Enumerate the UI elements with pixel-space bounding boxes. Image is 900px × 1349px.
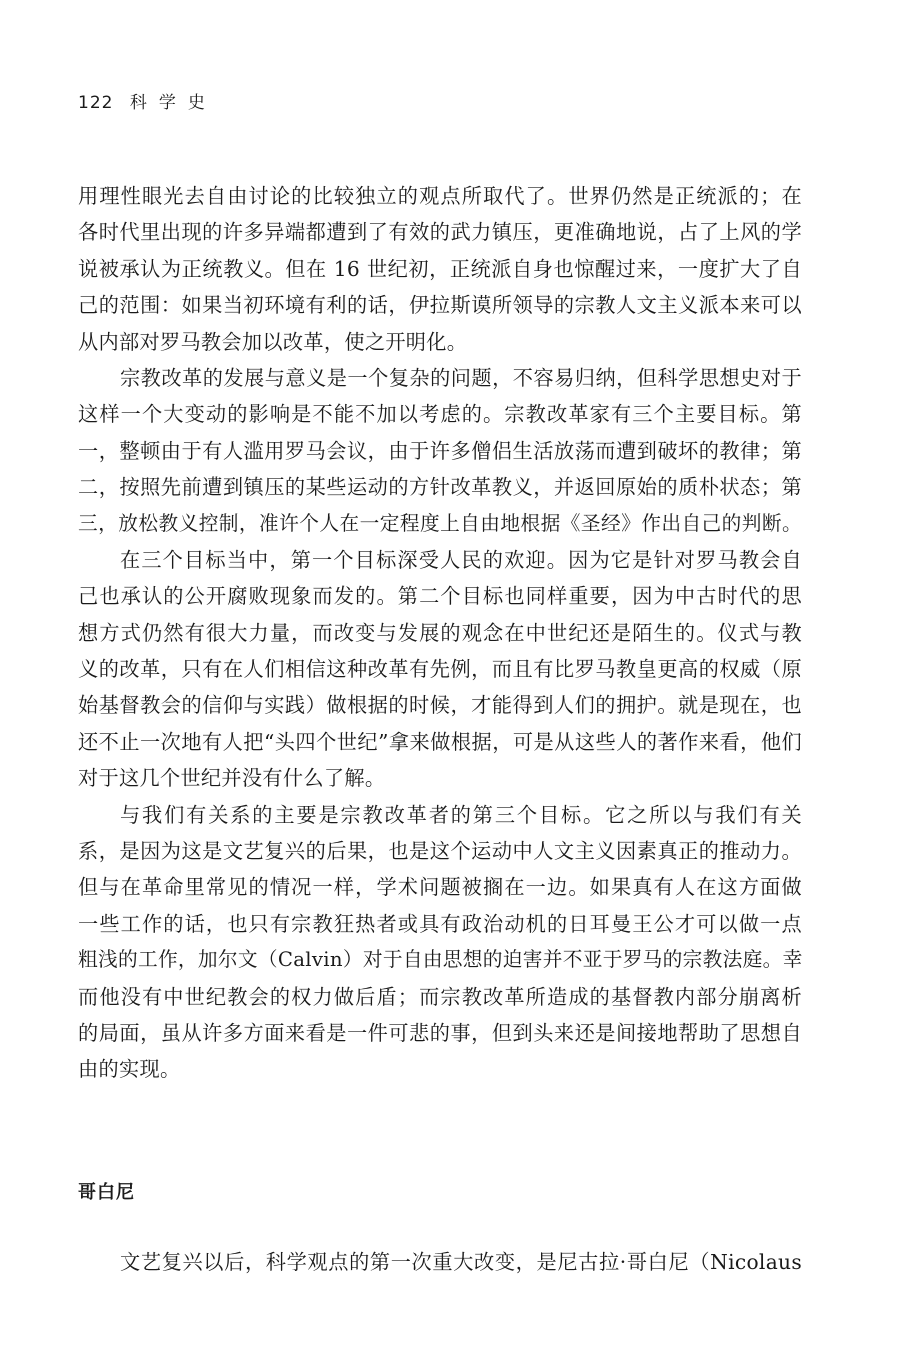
section-body xyxy=(78,1244,802,1280)
text-line: 己也承认的公开腐败现象而发的。第二个目标也同样重要，因为中古时代的思 xyxy=(78,584,802,609)
text-line: 由的实现。 xyxy=(78,1057,181,1082)
text-line: 二，按照先前遭到镇压的某些运动的方针改革教义，并返回原始的质朴状态；第 xyxy=(78,475,802,500)
text-line: 三，放松教义控制，准许个人在一定程度上自由地根据《圣经》作出自己的判断。 xyxy=(78,511,802,535)
text-line: 这样一个大变动的影响是不能不加以考虑的。宗教改革家有三个主要目标。第 xyxy=(78,402,802,427)
text-line: 义的改革，只有在人们相信这种改革有先例，而且有比罗马教皇更高的权威（原 xyxy=(78,657,802,682)
body-text xyxy=(78,178,802,1088)
text-line: 用理性眼光去自由讨论的比较独立的观点所取代了。世界仍然是正统派的；在 xyxy=(78,184,802,208)
text-line: 一，整顿由于有人滥用罗马会议，由于许多僧侣生活放荡而遭到破坏的教律；第 xyxy=(78,438,802,463)
text-line: 粗浅的工作，加尔文（Calvin）对于自由思想的迫害并不亚于罗马的宗教法庭。幸 xyxy=(78,948,803,972)
text-line: 系，是因为这是文艺复兴的后果，也是这个运动中人文主义因素真正的推动力。 xyxy=(78,839,802,864)
text-line: 始基督教会的信仰与实践）做根据的时候，才能得到人们的拥护。就是现在，也 xyxy=(78,693,802,718)
book-title: 科学史 xyxy=(129,93,217,113)
text-line: 而他没有中世纪教会的权力做后盾；而宗教改革所造成的基督教内部分崩离析 xyxy=(78,984,802,1009)
running-header xyxy=(78,88,217,113)
section-heading: 哥白尼 xyxy=(78,1182,135,1203)
page-number: 122 xyxy=(78,93,114,113)
text-line: 各时代里出现的许多异端都遭到了有效的武力镇压，更准确地说，占了上风的学 xyxy=(78,220,802,245)
text-line: 己的范围：如果当初环境有利的话，伊拉斯谟所领导的宗教人文主义派本来可以 xyxy=(78,293,802,318)
text-line: 从内部对罗马教会加以改革，使之开明化。 xyxy=(78,329,468,354)
text-line: 文艺复兴以后，科学观点的第一次重大改变，是尼古拉·哥白尼（Nicolaus xyxy=(120,1250,802,1274)
text-line: 与我们有关系的主要是宗教改革者的第三个目标。它之所以与我们有关 xyxy=(120,802,802,827)
text-line: 说被承认为正统教义。但在 16 世纪初，正统派自身也惊醒过来，一度扩大了自 xyxy=(78,256,802,281)
text-line: 在三个目标当中，第一个目标深受人民的欢迎。因为它是针对罗马教会自 xyxy=(120,547,802,572)
text-line: 想方式仍然有很大力量，而改变与发展的观念在中世纪还是陌生的。仪式与教 xyxy=(78,620,802,645)
text-line: 一些工作的话，也只有宗教狂热者或具有政治动机的日耳曼王公才可以做一点 xyxy=(78,911,802,936)
text-line: 宗教改革的发展与意义是一个复杂的问题，不容易归纳，但科学思想史对于 xyxy=(120,365,802,390)
text-line: 对于这几个世纪并没有什么了解。 xyxy=(78,766,386,791)
text-line: 但与在革命里常见的情况一样，学术问题被搁在一边。如果真有人在这方面做 xyxy=(78,875,802,900)
text-line: 的局面，虽从许多方面来看是一件可悲的事，但到头来还是间接地帮助了思想自 xyxy=(78,1020,802,1045)
text-line: 还不止一次地有人把“头四个世纪”拿来做根据，可是从这些人的著作来看，他们 xyxy=(78,729,802,754)
